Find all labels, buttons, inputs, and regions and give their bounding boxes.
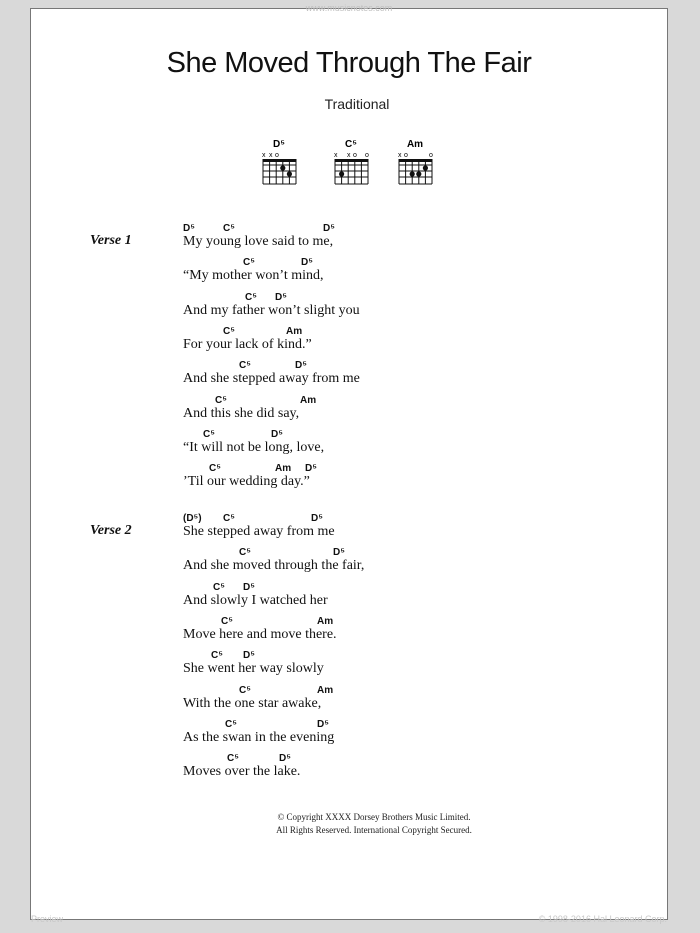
lyric-line [183, 360, 513, 394]
lyric-line [183, 719, 513, 753]
lyric-line [183, 326, 513, 360]
lyric-text: Move here and move there. [183, 626, 337, 642]
chord-symbol: C⁵ [223, 325, 235, 337]
chord-diagram-d5 [259, 139, 299, 185]
lyric-line [183, 395, 513, 429]
chord-symbol: C⁵ [227, 753, 239, 765]
svg-text:x: x [269, 152, 273, 159]
lyric-line [183, 223, 513, 257]
chord-symbol: C⁵ [243, 257, 255, 269]
chord-symbol: D⁵ [275, 291, 287, 303]
chord-symbol: D⁵ [301, 257, 313, 269]
lyric-text: Moves over the lake. [183, 764, 301, 780]
sheet-page [30, 3, 668, 924]
chord-symbol: Am [275, 463, 292, 475]
chord-diagram-name: Am [406, 139, 424, 150]
chord-diagram-am [395, 139, 435, 185]
chord-symbol: C⁵ [223, 513, 235, 524]
chord-symbol: Am [317, 684, 334, 696]
chord-symbol: C⁵ [221, 615, 233, 627]
lyric-text: And my father won’t slight you [183, 302, 360, 318]
lyric-line [183, 257, 513, 291]
lyric-text: And she stepped away from me [183, 371, 360, 387]
composer: Traditional [324, 96, 390, 112]
chord-symbol: C⁵ [223, 223, 235, 234]
watermark-top: www.musicnotes.com [305, 3, 393, 13]
chord-symbol: Am [317, 615, 334, 627]
chord-symbol: D⁵ [305, 463, 317, 475]
svg-text:x: x [347, 152, 351, 159]
chord-symbol: D⁵ [243, 650, 255, 662]
chord-symbol: D⁵ [317, 718, 329, 730]
lyric-text: With the one star awake, [183, 695, 322, 711]
chord-symbol: (D⁵) [183, 513, 202, 524]
chord-symbol: C⁵ [239, 547, 251, 559]
chord-symbol: D⁵ [279, 753, 291, 765]
chord-symbol: D⁵ [183, 223, 195, 234]
lyric-text: And slowly I watched her [183, 592, 328, 608]
chord-symbol: C⁵ [215, 394, 227, 406]
guitar-chord-grid-icon [332, 151, 370, 185]
lyric-line [183, 292, 513, 326]
lyric-line [183, 513, 513, 547]
svg-text:o: o [275, 152, 279, 159]
guitar-chord-grid-icon [396, 151, 434, 185]
chord-symbol: C⁵ [203, 428, 215, 440]
chord-diagram-c5 [331, 139, 371, 185]
lyric-text: And this she did say, [183, 405, 300, 421]
svg-text:x: x [334, 152, 338, 159]
chord-symbol: C⁵ [213, 581, 225, 593]
watermark-bottom-right: © 1998-2016 Hal Leonard Corp. [538, 914, 667, 924]
lyric-text: And she moved through the fair, [183, 558, 365, 574]
svg-text:o: o [353, 152, 357, 159]
chord-diagram-name: D⁵ [273, 139, 285, 150]
chord-symbol: C⁵ [211, 650, 223, 662]
svg-text:x: x [398, 152, 402, 159]
chord-symbol: Am [286, 325, 303, 337]
guitar-chord-grid-icon [260, 151, 298, 185]
lyric-text: She went her way slowly [183, 661, 324, 677]
lyric-line [183, 547, 513, 581]
chord-symbol: D⁵ [323, 223, 335, 234]
chord-symbol: D⁵ [271, 428, 283, 440]
svg-text:o: o [429, 152, 433, 159]
lyric-text: She stepped away from me [183, 524, 335, 539]
chord-symbol: D⁵ [311, 513, 323, 524]
lyric-text: For your lack of kind.” [183, 336, 312, 352]
lyric-line [183, 463, 513, 497]
song-title: She Moved Through The Fair [166, 47, 532, 79]
chord-symbol: Am [300, 394, 317, 406]
copyright-notice [31, 811, 667, 837]
lyric-line [183, 650, 513, 684]
chord-symbol: D⁵ [333, 547, 345, 559]
lyric-text: As the swan in the evening [183, 729, 335, 745]
lyric-text: “It will not be long, love, [183, 439, 325, 455]
chord-diagram-name: C⁵ [345, 139, 357, 150]
lyric-line [183, 616, 513, 650]
copyright-line: © Copyright XXXX Dorsey Brothers Music Limited. [277, 812, 471, 822]
copyright-line: All Rights Reserved. International Copyright Secured. [276, 825, 472, 835]
lyric-text: My young love said to me, [183, 234, 334, 249]
section-label-verse-1: Verse 1 [90, 233, 132, 248]
chord-symbol: C⁵ [225, 718, 237, 730]
watermark-bottom-left: Preview [31, 914, 64, 924]
lyric-line [183, 582, 513, 616]
svg-text:o: o [404, 152, 408, 159]
lyric-text: ’Til our wedding day.” [183, 474, 310, 490]
svg-text:x: x [262, 152, 266, 159]
lyric-text: “My mother won’t mind, [183, 268, 324, 284]
lyric-line [183, 429, 513, 463]
chord-symbol: D⁵ [243, 581, 255, 593]
chord-symbol: D⁵ [295, 360, 307, 372]
chord-symbol: C⁵ [209, 463, 221, 475]
chord-symbol: C⁵ [239, 684, 251, 696]
chord-symbol: C⁵ [239, 360, 251, 372]
svg-text:o: o [365, 152, 369, 159]
section-label-verse-2: Verse 2 [90, 523, 132, 538]
chord-symbol: C⁵ [245, 291, 257, 303]
lyric-line [183, 685, 513, 719]
lyric-line [183, 753, 513, 787]
